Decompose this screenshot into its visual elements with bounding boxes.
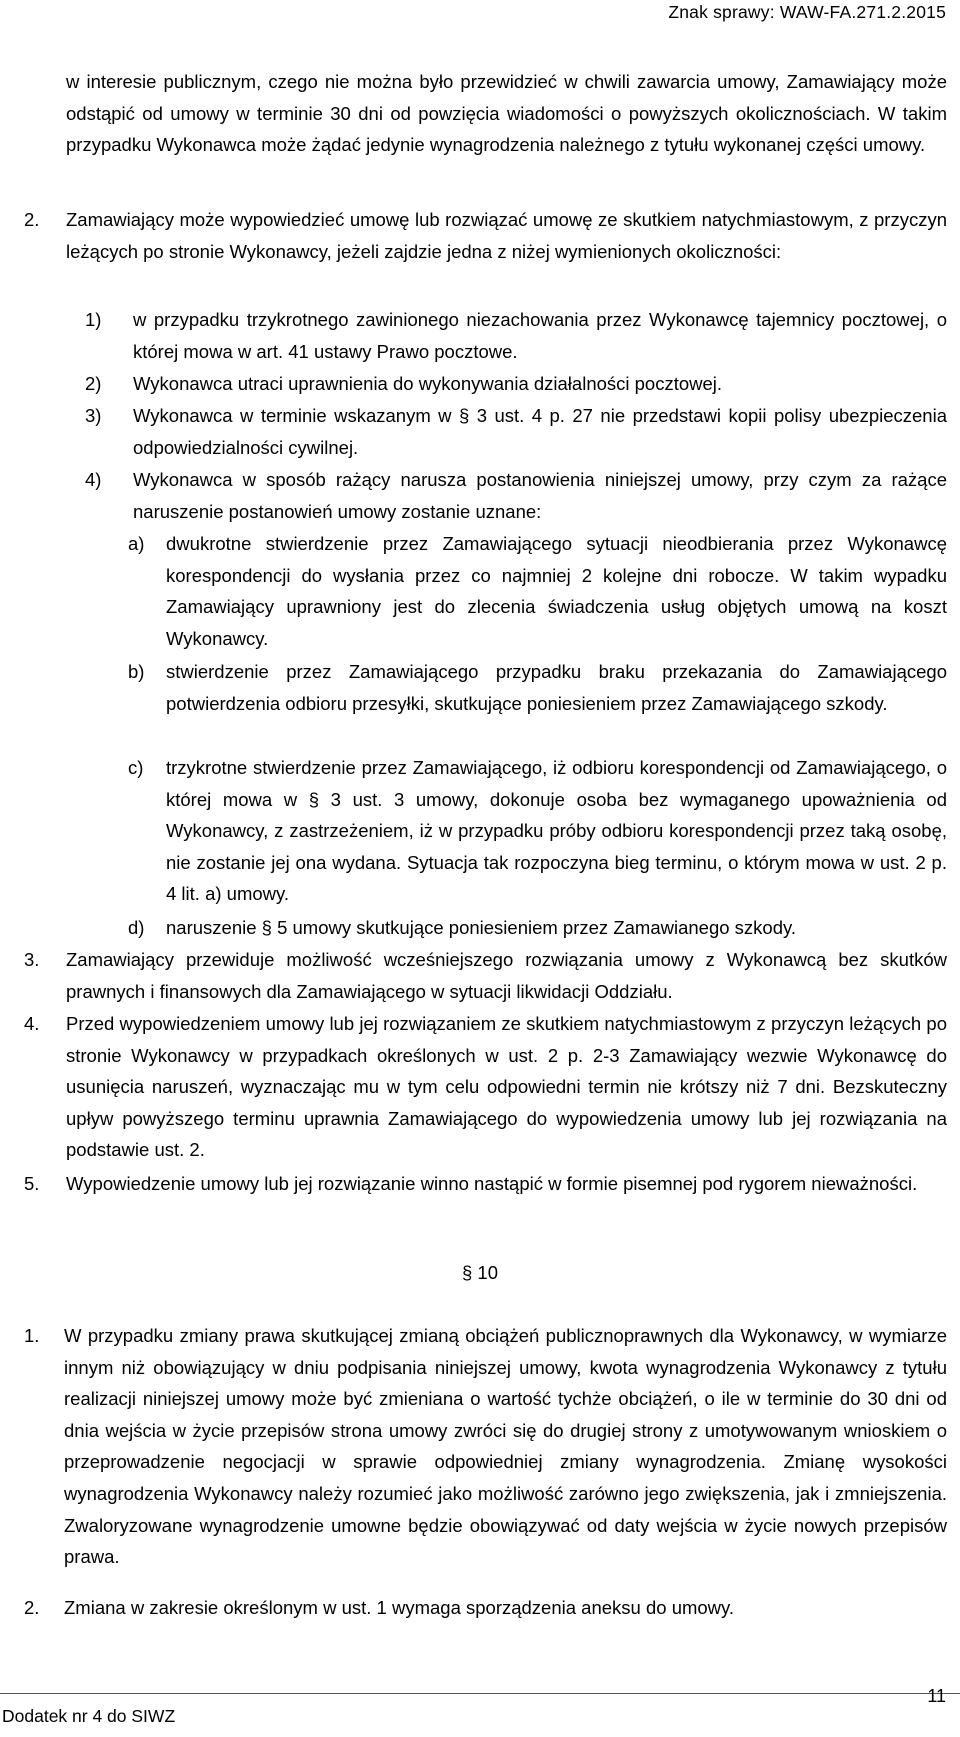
sub-item-text: stwierdzenie przez Zamawiającego przypadku braku przekazania do Zamawiającego potwierdzenia odbioru przesyłki, skutkujące poniesieniem przez Zamawiającego szkody. bbox=[166, 661, 947, 714]
paragraph-number: 2. bbox=[24, 1597, 40, 1618]
sub-item-text: trzykrotne stwierdzenie przez Zamawiającego, iż odbioru korespondencji od Zamawiającego, o której mowa w § 3 ust. 3 umowy, dokonuje osoba bez wymaganego upoważnienia od Wykonawcy, z zastrzeżeniem, iż w przypadku próby odbioru korespondencji przez taką osobę, nie zostanie jej ona wydana. Sytuacja tak rozpoczyna bieg terminu, o którym mowa w ust. 2 p. 4 lit. a) umowy. bbox=[166, 757, 947, 905]
paragraph-5 bbox=[24, 1168, 947, 1200]
footer-attachment-label: Dodatek nr 4 do SIWZ bbox=[2, 1706, 176, 1726]
sub-item-text: dwukrotne stwierdzenie przez Zamawiającego sytuacji nieodbierania przez Wykonawcę korespondencji do wysłania przez co najmniej 2 kolejne dni robocze. W takim wypadku Zamawiający uprawniony jest do zlecenia świadczenia usług objętych umową na koszt Wykonawcy. bbox=[166, 533, 947, 649]
paragraph-text: W przypadku zmiany prawa skutkującej zmianą obciążeń publicznoprawnych dla Wykonawcy, w wymiarze innym niż obowiązujący w dniu podpisania niniejszej umowy, kwota wynagrodzenia Wykonawcy z tytułu realizacji niniejszej umowy może być zmieniana o wartość tychże obciążeń, o ile w terminie do 30 dni od dnia wejścia w życie przepisów strona umowy zwróci się do drugiej strony z umotywowanym wnioskiem o przeprowadzenie negocjacji w sprawie odpowiedniej zmiany wynagrodzenia. Zmianę wysokości wynagrodzenia Wykonawcy należy rozumieć jako możliwość zarówno jego zwiększenia, jak i zmniejszenia. Zwaloryzowane wynagrodzenie umowne będzie obowiązywać od daty wejścia w życie nowych przepisów prawa. bbox=[64, 1325, 947, 1568]
paragraph-number: 4. bbox=[24, 1013, 40, 1034]
paragraph-number: 1. bbox=[24, 1325, 40, 1346]
sub-item-letter: b) bbox=[128, 661, 145, 682]
list-item-number: 1) bbox=[85, 309, 102, 330]
list-item-2 bbox=[85, 368, 947, 400]
paragraph-text: Zamawiający może wypowiedzieć umowę lub rozwiązać umowę ze skutkiem natychmiastowym, z przyczyn leżących po stronie Wykonawcy, jeżeli zajdzie jedna z niżej wymienionych okoliczności: bbox=[66, 209, 947, 262]
paragraph-4 bbox=[24, 1008, 947, 1166]
list-item-text: Wykonawca utraci uprawnienia do wykonywania działalności pocztowej. bbox=[133, 373, 723, 394]
list-item-text: Wykonawca w sposób rażący narusza postanowienia niniejszej umowy, przy czym za rażące naruszenie postanowień umowy zostanie uznane: bbox=[133, 469, 947, 522]
sub-item-d bbox=[128, 912, 947, 944]
list-item-number: 4) bbox=[85, 469, 102, 490]
paragraph-text: Wypowiedzenie umowy lub jej rozwiązanie winno nastąpić w formie pisemnej pod rygorem nieważności. bbox=[66, 1173, 918, 1194]
paragraph-number: 5. bbox=[24, 1173, 40, 1194]
list-item-4 bbox=[85, 464, 947, 527]
section-10-paragraph-1 bbox=[24, 1320, 947, 1573]
paragraph-text: Przed wypowiedzeniem umowy lub jej rozwiązaniem ze skutkiem natychmiastowym z przyczyn leżących po stronie Wykonawcy w przypadkach określonych w ust. 2 p. 2-3 Zamawiający wezwie Wykonawcę do usunięcia naruszeń, wyznaczając mu w tym celu odpowiedni termin nie krótszy niż 7 dni. Bezskuteczny upływ powyższego terminu uprawnia Zamawiającego do wypowiedzenia umowy lub jej rozwiązania na podstawie ust. 2. bbox=[66, 1013, 947, 1161]
footer-divider bbox=[0, 1693, 960, 1694]
paragraph-text: w interesie publicznym, czego nie można było przewidzieć w chwili zawarcia umowy, Zamawiający może odstąpić od umowy w terminie 30 dni od powzięcia wiadomości o powyższych okolicznościach. W takim przypadku Wykonawca może żądać jedynie wynagrodzenia należnego z tytułu wykonanej części umowy. bbox=[66, 71, 947, 156]
sub-item-b bbox=[128, 656, 947, 719]
list-item-number: 3) bbox=[85, 405, 102, 426]
list-item-number: 2) bbox=[85, 373, 102, 394]
sub-item-letter: d) bbox=[128, 917, 145, 938]
list-item-3 bbox=[85, 400, 947, 463]
paragraph-2 bbox=[24, 204, 947, 267]
paragraph-number: 3. bbox=[24, 949, 40, 970]
sub-item-text: naruszenie § 5 umowy skutkujące poniesieniem przez Zamawianego szkody. bbox=[166, 917, 797, 938]
paragraph-3 bbox=[24, 944, 947, 1007]
list-item-text: w przypadku trzykrotnego zawinionego niezachowania przez Wykonawcę tajemnicy pocztowej, o której mowa w art. 41 ustawy Prawo pocztowe. bbox=[133, 309, 947, 362]
list-item-1 bbox=[85, 304, 947, 367]
page-number: 11 bbox=[927, 1686, 946, 1706]
section-10-paragraph-2 bbox=[24, 1592, 947, 1624]
section-heading: § 10 bbox=[461, 1262, 498, 1283]
case-number: Znak sprawy: WAW-FA.271.2.2015 bbox=[668, 2, 946, 22]
sub-item-c bbox=[128, 752, 947, 910]
sub-item-letter: c) bbox=[128, 757, 144, 778]
paragraph-number: 2. bbox=[24, 209, 40, 230]
paragraph-text: Zmiana w zakresie określonym w ust. 1 wymaga sporządzenia aneksu do umowy. bbox=[64, 1597, 735, 1618]
paragraph-continuation bbox=[66, 66, 947, 161]
paragraph-text: Zamawiający przewiduje możliwość wcześniejszego rozwiązania umowy z Wykonawcą bez skutków prawnych i finansowych dla Zamawiającego w sytuacji likwidacji Oddziału. bbox=[66, 949, 947, 1002]
list-item-text: Wykonawca w terminie wskazanym w § 3 ust. 4 p. 27 nie przedstawi kopii polisy ubezpieczenia odpowiedzialności cywilnej. bbox=[133, 405, 947, 458]
sub-item-a bbox=[128, 528, 947, 654]
sub-item-letter: a) bbox=[128, 533, 145, 554]
